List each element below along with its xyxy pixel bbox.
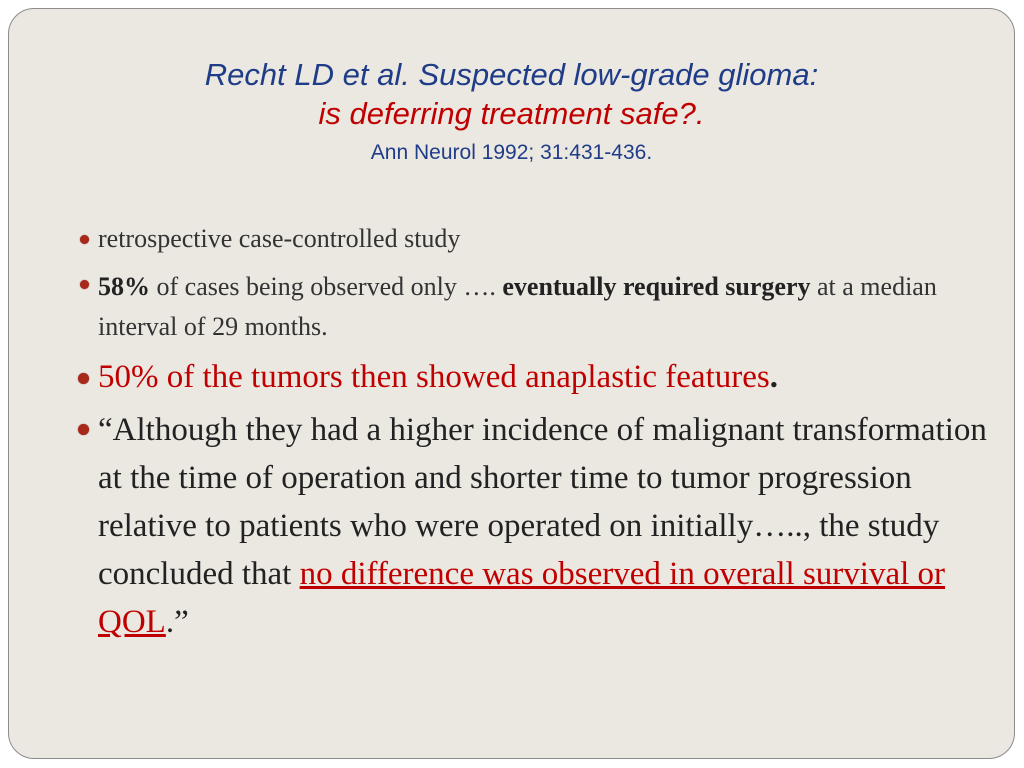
bullet-underlined-conclusion: no difference was observed in overall survival or QOL: [98, 556, 946, 640]
bullet-text: retrospective case-controlled study: [98, 224, 461, 253]
bullet-quote-text: “Although they had a higher incidence of malignant transformation at the time of operation and shorter time to tumor progression relative to patients who were operated on initially….., the study concluded that: [98, 412, 987, 592]
bullet-item: [98, 267, 988, 347]
bullet-item: [98, 222, 988, 256]
bullet-text-tail: at a median interval of 29 months.: [98, 272, 937, 341]
citation: Ann Neurol 1992; 31:431-436.: [370, 141, 653, 164]
bullet-dot-icon: [80, 280, 89, 289]
bullet-text: of cases being observed only ….: [150, 272, 503, 301]
bullet-closing: .”: [165, 604, 189, 640]
bullet-dot-icon: [80, 235, 89, 244]
bullet-bold-tail: eventually required surgery: [502, 272, 811, 301]
bullet-period: .: [769, 359, 778, 395]
bullet-bold-lead: 58%: [98, 272, 150, 301]
bullet-red-text: 50% of the tumors then showed anaplastic features: [98, 359, 770, 395]
title-line-2: is deferring treatment safe?.: [318, 96, 705, 131]
bullet-item: [98, 357, 988, 397]
bullet-dot-icon: [78, 373, 89, 384]
bullet-item: [98, 406, 988, 646]
title-line-1: Recht LD et al. Suspected low-grade glioma:: [204, 57, 819, 92]
bullet-dot-icon: [78, 424, 89, 435]
